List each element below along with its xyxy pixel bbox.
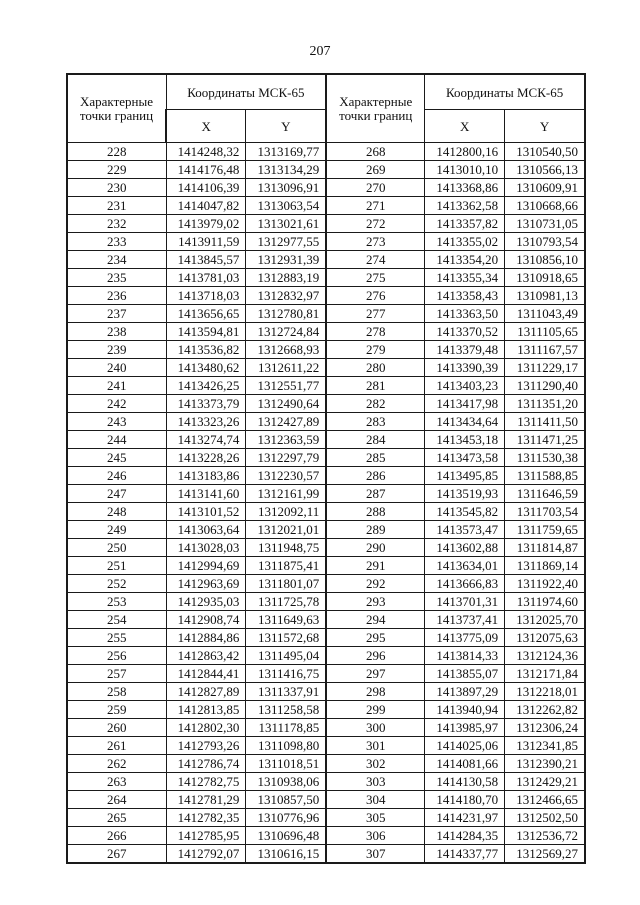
cell-y-right: 1312466,65 xyxy=(505,791,585,809)
cell-point-right: 272 xyxy=(326,215,425,233)
cell-x-left: 1413323,26 xyxy=(166,413,246,431)
cell-y-left: 1312230,57 xyxy=(246,467,326,485)
cell-x-right: 1413545,82 xyxy=(425,503,505,521)
cell-x-right: 1413519,93 xyxy=(425,485,505,503)
cell-y-left: 1312161,99 xyxy=(246,485,326,503)
cell-y-left: 1310616,15 xyxy=(246,845,326,864)
table-row xyxy=(67,683,585,701)
cell-y-left: 1312883,19 xyxy=(246,269,326,287)
cell-point-left: 246 xyxy=(67,467,166,485)
cell-point-right: 294 xyxy=(326,611,425,629)
cell-x-left: 1413656,65 xyxy=(166,305,246,323)
cell-y-right: 1311043,49 xyxy=(505,305,585,323)
cell-y-left: 1311018,51 xyxy=(246,755,326,773)
table-row xyxy=(67,251,585,269)
cell-x-left: 1413594,81 xyxy=(166,323,246,341)
cell-y-left: 1311495,04 xyxy=(246,647,326,665)
cell-point-right: 297 xyxy=(326,665,425,683)
cell-x-right: 1413368,86 xyxy=(425,179,505,197)
cell-point-right: 274 xyxy=(326,251,425,269)
table-row xyxy=(67,161,585,179)
cell-point-right: 290 xyxy=(326,539,425,557)
cell-x-left: 1414176,48 xyxy=(166,161,246,179)
cell-y-left: 1311875,41 xyxy=(246,557,326,575)
cell-y-right: 1312390,21 xyxy=(505,755,585,773)
cell-y-right: 1311411,50 xyxy=(505,413,585,431)
cell-point-right: 273 xyxy=(326,233,425,251)
cell-x-left: 1413228,26 xyxy=(166,449,246,467)
cell-x-left: 1413028,03 xyxy=(166,539,246,557)
cell-x-left: 1412908,74 xyxy=(166,611,246,629)
cell-y-right: 1311922,40 xyxy=(505,575,585,593)
cell-y-right: 1311530,38 xyxy=(505,449,585,467)
cell-y-left: 1313134,29 xyxy=(246,161,326,179)
cell-point-left: 252 xyxy=(67,575,166,593)
cell-x-right: 1413358,43 xyxy=(425,287,505,305)
cell-point-left: 253 xyxy=(67,593,166,611)
cell-y-right: 1310540,50 xyxy=(505,143,585,161)
table-row xyxy=(67,827,585,845)
cell-point-right: 305 xyxy=(326,809,425,827)
cell-point-left: 239 xyxy=(67,341,166,359)
cell-y-right: 1312502,50 xyxy=(505,809,585,827)
cell-y-right: 1311869,14 xyxy=(505,557,585,575)
cell-x-left: 1412884,86 xyxy=(166,629,246,647)
table-row xyxy=(67,719,585,737)
cell-point-right: 293 xyxy=(326,593,425,611)
cell-y-right: 1311229,17 xyxy=(505,359,585,377)
table-row xyxy=(67,377,585,395)
cell-y-left: 1312021,01 xyxy=(246,521,326,539)
cell-x-left: 1413426,25 xyxy=(166,377,246,395)
cell-point-left: 257 xyxy=(67,665,166,683)
cell-point-left: 262 xyxy=(67,755,166,773)
cell-y-right: 1312025,70 xyxy=(505,611,585,629)
table-row xyxy=(67,233,585,251)
cell-y-left: 1313021,61 xyxy=(246,215,326,233)
cell-y-left: 1310857,50 xyxy=(246,791,326,809)
cell-point-right: 306 xyxy=(326,827,425,845)
cell-point-left: 237 xyxy=(67,305,166,323)
table-row xyxy=(67,413,585,431)
cell-y-left: 1312490,64 xyxy=(246,395,326,413)
cell-x-right: 1413940,94 xyxy=(425,701,505,719)
cell-x-left: 1413274,74 xyxy=(166,431,246,449)
cell-x-right: 1413473,58 xyxy=(425,449,505,467)
cell-x-left: 1413101,52 xyxy=(166,503,246,521)
cell-x-left: 1412792,07 xyxy=(166,845,246,864)
table-row xyxy=(67,647,585,665)
table-body xyxy=(67,143,585,864)
cell-x-left: 1412793,26 xyxy=(166,737,246,755)
cell-point-right: 298 xyxy=(326,683,425,701)
cell-y-right: 1312429,21 xyxy=(505,773,585,791)
header-coords-left: Координаты МСК-65 xyxy=(166,74,326,110)
cell-point-left: 259 xyxy=(67,701,166,719)
cell-x-right: 1414337,77 xyxy=(425,845,505,864)
cell-y-right: 1312075,63 xyxy=(505,629,585,647)
cell-point-right: 288 xyxy=(326,503,425,521)
cell-x-right: 1414231,97 xyxy=(425,809,505,827)
table-row xyxy=(67,269,585,287)
cell-point-left: 236 xyxy=(67,287,166,305)
cell-point-left: 242 xyxy=(67,395,166,413)
cell-x-right: 1413897,29 xyxy=(425,683,505,701)
cell-point-left: 230 xyxy=(67,179,166,197)
cell-x-left: 1412785,95 xyxy=(166,827,246,845)
header-y-left: Y xyxy=(246,110,326,143)
cell-y-left: 1310776,96 xyxy=(246,809,326,827)
cell-y-right: 1311105,65 xyxy=(505,323,585,341)
cell-y-right: 1311646,59 xyxy=(505,485,585,503)
coordinates-table xyxy=(66,73,586,864)
header-x-right: X xyxy=(425,110,505,143)
cell-x-left: 1412813,85 xyxy=(166,701,246,719)
cell-x-right: 1413666,83 xyxy=(425,575,505,593)
page-number: 207 xyxy=(309,44,331,59)
cell-y-left: 1311337,91 xyxy=(246,683,326,701)
table-row xyxy=(67,287,585,305)
cell-point-left: 240 xyxy=(67,359,166,377)
cell-x-left: 1414047,82 xyxy=(166,197,246,215)
cell-y-left: 1313063,54 xyxy=(246,197,326,215)
cell-point-left: 233 xyxy=(67,233,166,251)
cell-x-right: 1413363,50 xyxy=(425,305,505,323)
table-row xyxy=(67,431,585,449)
cell-x-left: 1413536,82 xyxy=(166,341,246,359)
cell-point-left: 250 xyxy=(67,539,166,557)
cell-y-right: 1310918,65 xyxy=(505,269,585,287)
cell-point-left: 255 xyxy=(67,629,166,647)
cell-x-left: 1413781,03 xyxy=(166,269,246,287)
cell-x-left: 1412782,35 xyxy=(166,809,246,827)
cell-y-right: 1311290,40 xyxy=(505,377,585,395)
table-row xyxy=(67,503,585,521)
table-row xyxy=(67,539,585,557)
table-row xyxy=(67,467,585,485)
cell-point-right: 304 xyxy=(326,791,425,809)
cell-x-right: 1413453,18 xyxy=(425,431,505,449)
cell-point-left: 234 xyxy=(67,251,166,269)
cell-point-left: 254 xyxy=(67,611,166,629)
cell-y-left: 1312611,22 xyxy=(246,359,326,377)
cell-x-left: 1412994,69 xyxy=(166,557,246,575)
table-row xyxy=(67,791,585,809)
cell-point-right: 282 xyxy=(326,395,425,413)
cell-x-right: 1413701,31 xyxy=(425,593,505,611)
cell-point-left: 229 xyxy=(67,161,166,179)
cell-x-right: 1413495,85 xyxy=(425,467,505,485)
header-x-left: X xyxy=(166,110,246,143)
table-row xyxy=(67,629,585,647)
cell-point-right: 286 xyxy=(326,467,425,485)
table-row xyxy=(67,341,585,359)
cell-x-right: 1413573,47 xyxy=(425,521,505,539)
cell-point-left: 261 xyxy=(67,737,166,755)
cell-y-left: 1311258,58 xyxy=(246,701,326,719)
cell-y-left: 1311416,75 xyxy=(246,665,326,683)
cell-x-left: 1413480,62 xyxy=(166,359,246,377)
cell-x-left: 1412827,89 xyxy=(166,683,246,701)
cell-y-left: 1312724,84 xyxy=(246,323,326,341)
cell-point-right: 284 xyxy=(326,431,425,449)
cell-x-left: 1413979,02 xyxy=(166,215,246,233)
cell-x-right: 1413634,01 xyxy=(425,557,505,575)
header-points-left: Характерные точки границ xyxy=(67,74,166,143)
cell-x-right: 1413370,52 xyxy=(425,323,505,341)
cell-x-left: 1412802,30 xyxy=(166,719,246,737)
cell-y-right: 1312171,84 xyxy=(505,665,585,683)
cell-y-left: 1311801,07 xyxy=(246,575,326,593)
cell-x-right: 1413417,98 xyxy=(425,395,505,413)
cell-point-right: 300 xyxy=(326,719,425,737)
cell-y-right: 1310609,91 xyxy=(505,179,585,197)
cell-y-right: 1312569,27 xyxy=(505,845,585,864)
table-row xyxy=(67,305,585,323)
cell-x-left: 1412935,03 xyxy=(166,593,246,611)
cell-y-left: 1312931,39 xyxy=(246,251,326,269)
cell-x-right: 1413775,09 xyxy=(425,629,505,647)
cell-x-left: 1413141,60 xyxy=(166,485,246,503)
table-row xyxy=(67,197,585,215)
cell-point-right: 271 xyxy=(326,197,425,215)
cell-x-left: 1412863,42 xyxy=(166,647,246,665)
cell-y-right: 1312124,36 xyxy=(505,647,585,665)
cell-x-right: 1414081,66 xyxy=(425,755,505,773)
cell-point-right: 281 xyxy=(326,377,425,395)
cell-point-left: 235 xyxy=(67,269,166,287)
cell-point-left: 245 xyxy=(67,449,166,467)
table-row xyxy=(67,485,585,503)
cell-x-left: 1414248,32 xyxy=(166,143,246,161)
cell-x-left: 1412963,69 xyxy=(166,575,246,593)
cell-y-right: 1310668,66 xyxy=(505,197,585,215)
cell-y-right: 1312536,72 xyxy=(505,827,585,845)
table-row xyxy=(67,809,585,827)
cell-point-right: 268 xyxy=(326,143,425,161)
cell-x-right: 1413354,20 xyxy=(425,251,505,269)
cell-x-left: 1413063,64 xyxy=(166,521,246,539)
cell-y-right: 1311471,25 xyxy=(505,431,585,449)
cell-point-right: 299 xyxy=(326,701,425,719)
cell-point-left: 248 xyxy=(67,503,166,521)
cell-y-left: 1311178,85 xyxy=(246,719,326,737)
cell-point-left: 256 xyxy=(67,647,166,665)
cell-y-right: 1311351,20 xyxy=(505,395,585,413)
cell-point-right: 285 xyxy=(326,449,425,467)
cell-x-left: 1412782,75 xyxy=(166,773,246,791)
cell-x-left: 1413373,79 xyxy=(166,395,246,413)
cell-x-right: 1412800,16 xyxy=(425,143,505,161)
cell-x-left: 1413183,86 xyxy=(166,467,246,485)
table-row xyxy=(67,215,585,233)
cell-x-left: 1413911,59 xyxy=(166,233,246,251)
table-row xyxy=(67,755,585,773)
table-row xyxy=(67,737,585,755)
cell-y-right: 1312306,24 xyxy=(505,719,585,737)
cell-x-right: 1413602,88 xyxy=(425,539,505,557)
cell-point-left: 247 xyxy=(67,485,166,503)
table-row xyxy=(67,359,585,377)
cell-x-right: 1413362,58 xyxy=(425,197,505,215)
table-row xyxy=(67,323,585,341)
cell-y-right: 1312262,82 xyxy=(505,701,585,719)
table-row xyxy=(67,575,585,593)
cell-x-right: 1414180,70 xyxy=(425,791,505,809)
cell-x-right: 1414025,06 xyxy=(425,737,505,755)
cell-y-left: 1311572,68 xyxy=(246,629,326,647)
table-row xyxy=(67,179,585,197)
cell-y-right: 1311703,54 xyxy=(505,503,585,521)
cell-x-right: 1413855,07 xyxy=(425,665,505,683)
cell-x-right: 1413010,10 xyxy=(425,161,505,179)
cell-y-right: 1310731,05 xyxy=(505,215,585,233)
cell-y-right: 1311588,85 xyxy=(505,467,585,485)
cell-point-left: 251 xyxy=(67,557,166,575)
table-row xyxy=(67,701,585,719)
cell-point-left: 241 xyxy=(67,377,166,395)
cell-x-right: 1413737,41 xyxy=(425,611,505,629)
cell-point-right: 270 xyxy=(326,179,425,197)
cell-point-right: 287 xyxy=(326,485,425,503)
cell-x-left: 1412781,29 xyxy=(166,791,246,809)
table-row xyxy=(67,395,585,413)
cell-y-right: 1310793,54 xyxy=(505,233,585,251)
cell-y-right: 1310981,13 xyxy=(505,287,585,305)
cell-y-left: 1312551,77 xyxy=(246,377,326,395)
cell-x-left: 1413845,57 xyxy=(166,251,246,269)
cell-x-right: 1413814,33 xyxy=(425,647,505,665)
cell-point-right: 280 xyxy=(326,359,425,377)
cell-x-right: 1413355,34 xyxy=(425,269,505,287)
cell-y-left: 1312832,97 xyxy=(246,287,326,305)
cell-point-right: 295 xyxy=(326,629,425,647)
cell-point-left: 267 xyxy=(67,845,166,864)
cell-point-right: 278 xyxy=(326,323,425,341)
cell-point-right: 275 xyxy=(326,269,425,287)
cell-point-right: 301 xyxy=(326,737,425,755)
cell-x-left: 1413718,03 xyxy=(166,287,246,305)
cell-point-left: 266 xyxy=(67,827,166,845)
cell-point-right: 277 xyxy=(326,305,425,323)
cell-y-left: 1310938,06 xyxy=(246,773,326,791)
cell-point-right: 303 xyxy=(326,773,425,791)
cell-point-left: 238 xyxy=(67,323,166,341)
cell-point-left: 265 xyxy=(67,809,166,827)
cell-point-right: 291 xyxy=(326,557,425,575)
cell-point-right: 296 xyxy=(326,647,425,665)
cell-point-right: 283 xyxy=(326,413,425,431)
cell-point-left: 249 xyxy=(67,521,166,539)
cell-point-left: 232 xyxy=(67,215,166,233)
cell-point-right: 292 xyxy=(326,575,425,593)
cell-x-left: 1414106,39 xyxy=(166,179,246,197)
cell-point-right: 307 xyxy=(326,845,425,864)
cell-point-right: 302 xyxy=(326,755,425,773)
cell-point-left: 243 xyxy=(67,413,166,431)
cell-y-left: 1312977,55 xyxy=(246,233,326,251)
cell-x-right: 1413379,48 xyxy=(425,341,505,359)
cell-y-right: 1310566,13 xyxy=(505,161,585,179)
cell-y-right: 1312218,01 xyxy=(505,683,585,701)
cell-y-right: 1311167,57 xyxy=(505,341,585,359)
table-row xyxy=(67,611,585,629)
cell-x-left: 1412844,41 xyxy=(166,665,246,683)
cell-point-right: 279 xyxy=(326,341,425,359)
cell-point-left: 244 xyxy=(67,431,166,449)
cell-y-left: 1312668,93 xyxy=(246,341,326,359)
cell-y-right: 1312341,85 xyxy=(505,737,585,755)
cell-y-left: 1312363,59 xyxy=(246,431,326,449)
cell-point-left: 258 xyxy=(67,683,166,701)
header-coords-right: Координаты МСК-65 xyxy=(425,74,585,110)
cell-x-right: 1413355,02 xyxy=(425,233,505,251)
table-row xyxy=(67,521,585,539)
cell-x-left: 1412786,74 xyxy=(166,755,246,773)
cell-y-left: 1313169,77 xyxy=(246,143,326,161)
table-row xyxy=(67,665,585,683)
cell-y-left: 1311098,80 xyxy=(246,737,326,755)
cell-point-left: 260 xyxy=(67,719,166,737)
table-row xyxy=(67,773,585,791)
cell-point-left: 228 xyxy=(67,143,166,161)
cell-y-right: 1310856,10 xyxy=(505,251,585,269)
cell-x-right: 1414284,35 xyxy=(425,827,505,845)
cell-y-left: 1311948,75 xyxy=(246,539,326,557)
cell-point-left: 264 xyxy=(67,791,166,809)
cell-point-right: 269 xyxy=(326,161,425,179)
cell-y-left: 1312780,81 xyxy=(246,305,326,323)
cell-y-left: 1312092,11 xyxy=(246,503,326,521)
cell-x-right: 1413985,97 xyxy=(425,719,505,737)
header-y-right: Y xyxy=(505,110,585,143)
table-row xyxy=(67,143,585,161)
cell-point-left: 263 xyxy=(67,773,166,791)
cell-y-right: 1311759,65 xyxy=(505,521,585,539)
table-row xyxy=(67,593,585,611)
table-row xyxy=(67,557,585,575)
cell-y-right: 1311814,87 xyxy=(505,539,585,557)
cell-point-right: 289 xyxy=(326,521,425,539)
cell-y-left: 1313096,91 xyxy=(246,179,326,197)
cell-x-right: 1413403,23 xyxy=(425,377,505,395)
cell-y-left: 1310696,48 xyxy=(246,827,326,845)
cell-y-left: 1311725,78 xyxy=(246,593,326,611)
table-row xyxy=(67,449,585,467)
cell-point-right: 276 xyxy=(326,287,425,305)
cell-x-right: 1413434,64 xyxy=(425,413,505,431)
cell-x-right: 1414130,58 xyxy=(425,773,505,791)
cell-x-right: 1413390,39 xyxy=(425,359,505,377)
cell-x-right: 1413357,82 xyxy=(425,215,505,233)
cell-y-left: 1311649,63 xyxy=(246,611,326,629)
cell-y-left: 1312427,89 xyxy=(246,413,326,431)
cell-y-right: 1311974,60 xyxy=(505,593,585,611)
cell-y-left: 1312297,79 xyxy=(246,449,326,467)
header-points-right: Характерные точки границ xyxy=(326,74,425,143)
table-row xyxy=(67,845,585,864)
cell-point-left: 231 xyxy=(67,197,166,215)
